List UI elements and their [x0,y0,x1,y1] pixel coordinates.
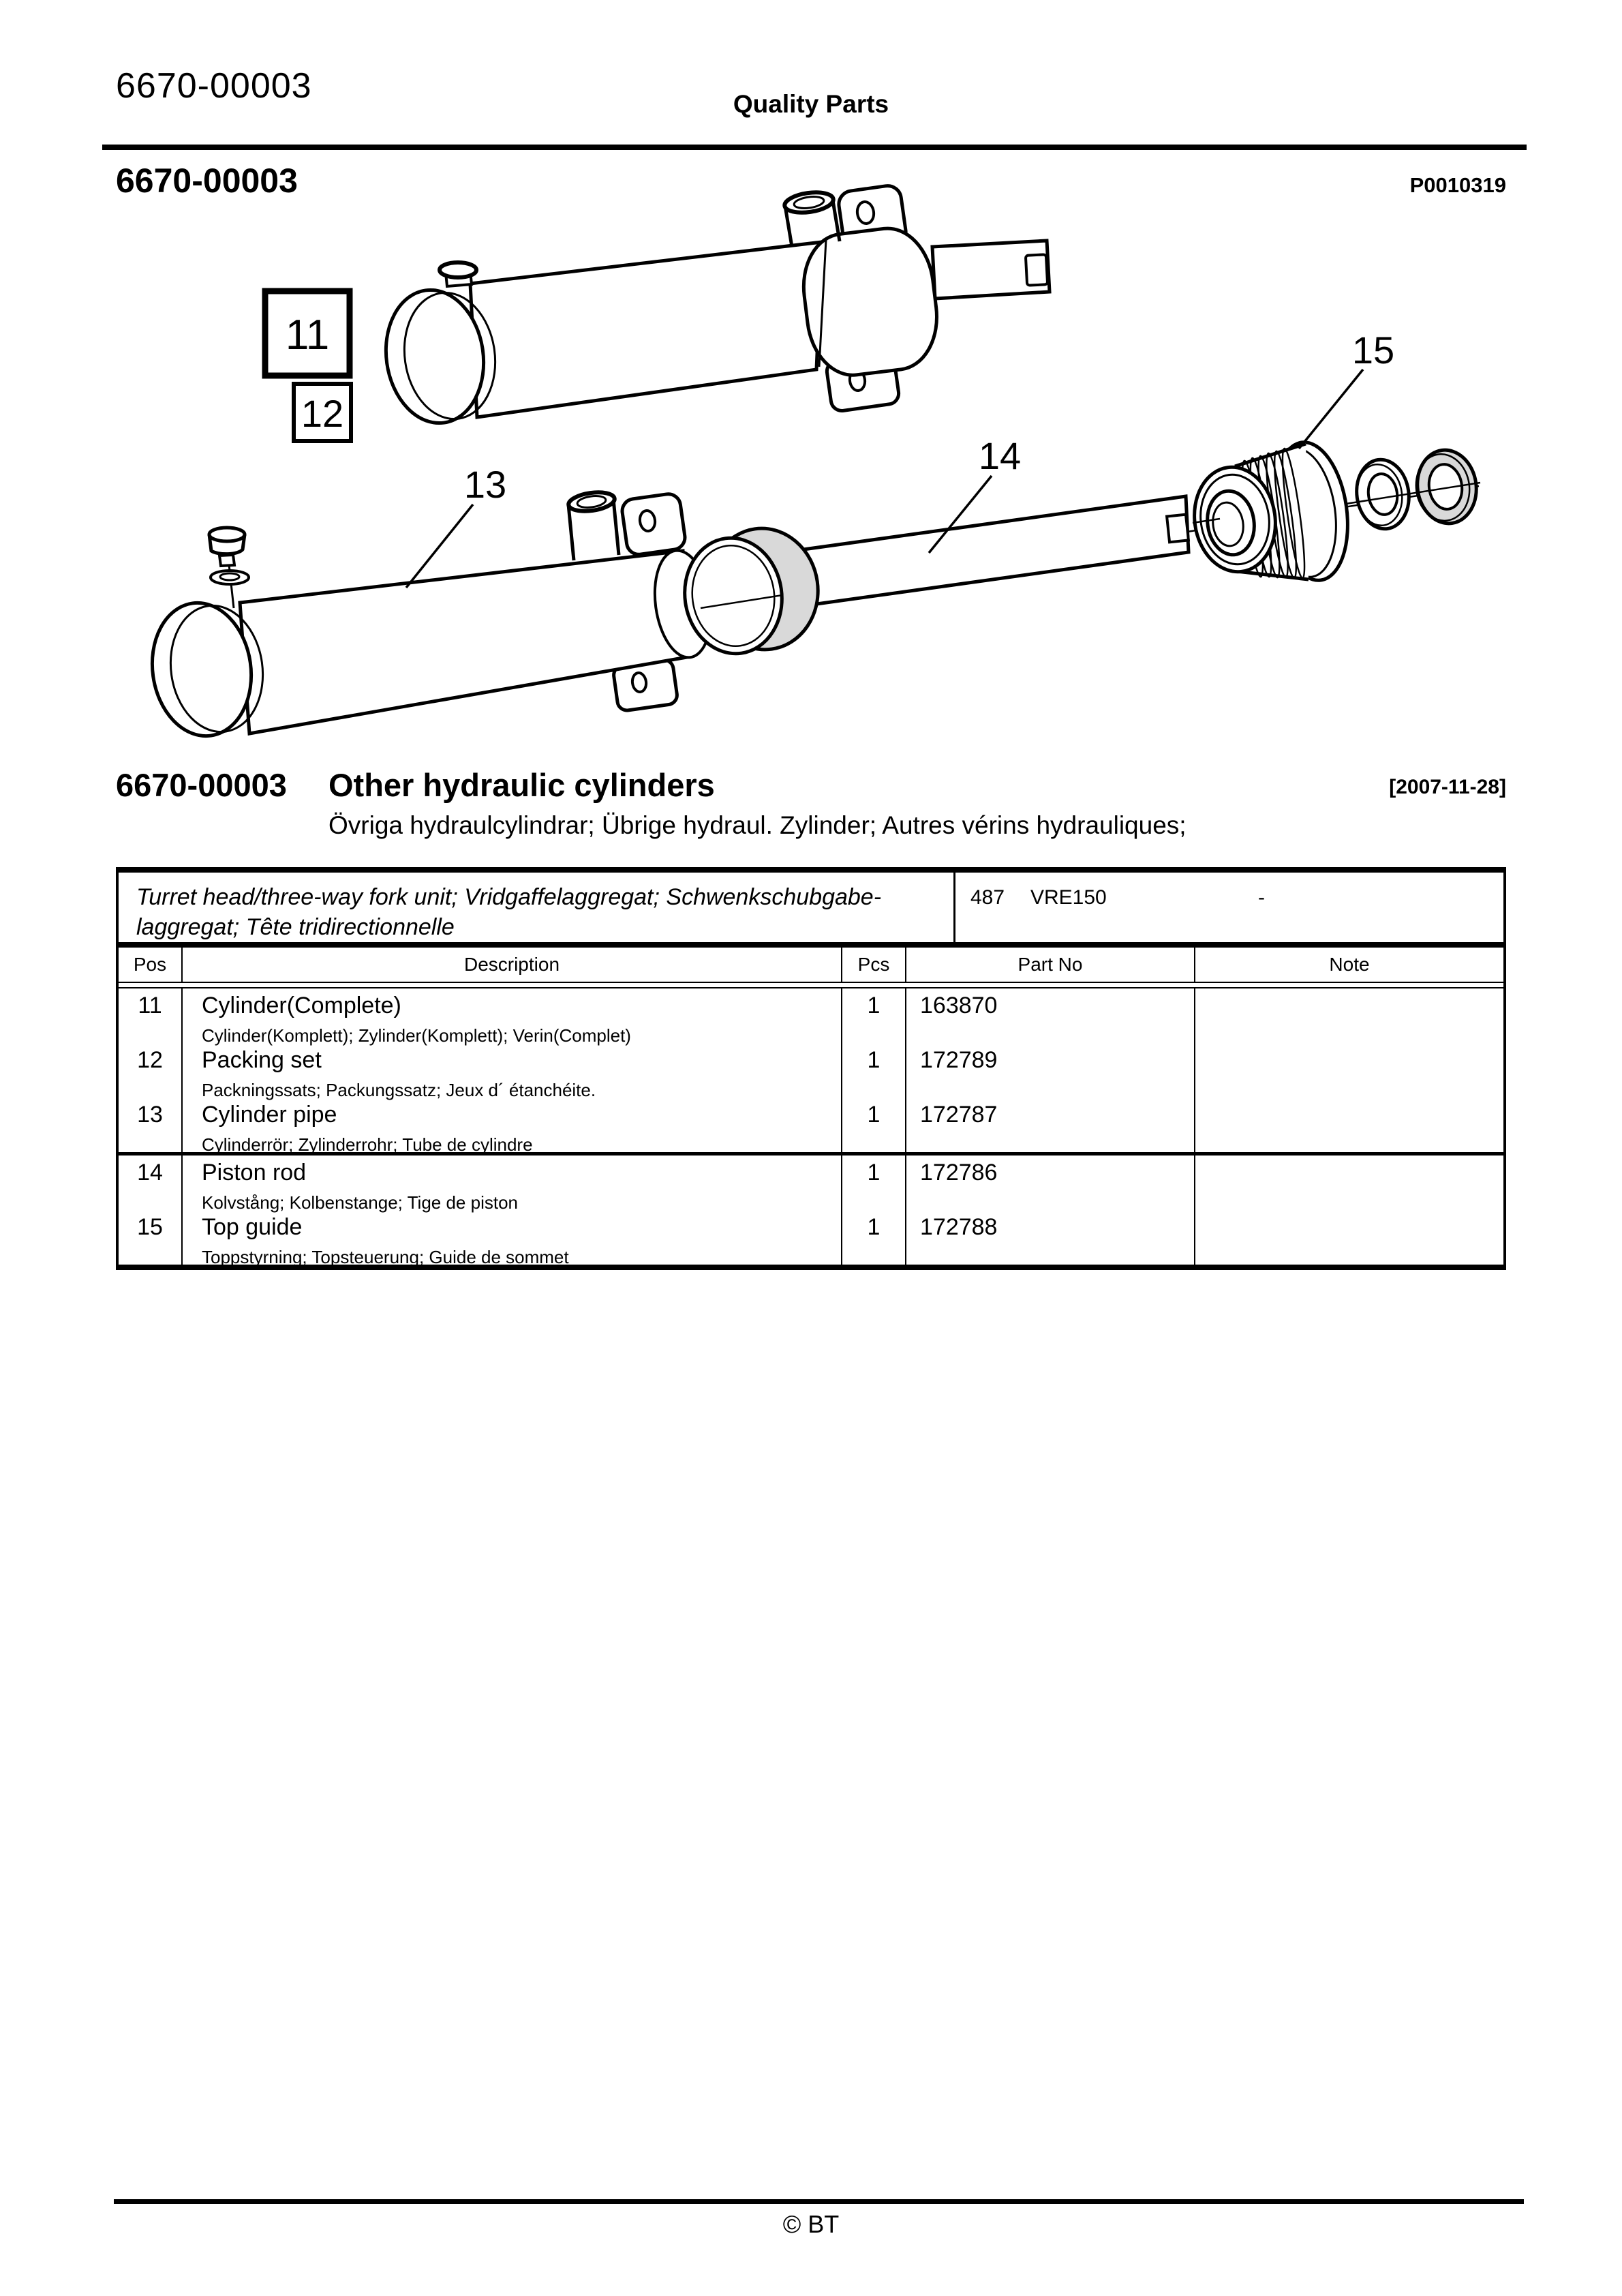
table-body [116,988,1506,1270]
doc-code-top: 6670-00003 [116,66,312,106]
group-header [116,867,1506,948]
model-code: 487 [970,886,1005,909]
description-translations: Cylinder(Komplett); Zylinder(Komplett); Verin(Complet) [202,1025,631,1046]
pcs-cell: 1 [842,1098,906,1155]
partno-cell: 172789 [906,1043,1195,1101]
description-translations: Cylinderrör; Zylinderrohr; Tube de cylindre [202,1134,533,1155]
header-rule [102,145,1527,150]
group-description: Turret head/three-way fork unit; Vridgaffelaggregat; Schwenkschubgabe-laggregat; Tête tridirectionnelle [119,873,955,942]
description-cell [183,1155,842,1213]
exploded-cylinder-drawing [144,438,1481,742]
footer-rule [114,2199,1524,2204]
doc-code-bold: 6670-00003 [116,162,298,200]
callout-label-14: 14 [978,434,1022,477]
section-date: [2007-11-28] [1389,776,1506,798]
table-row [119,1043,1503,1098]
description-translations: Packningssats; Packungssatz; Jeux d´ étanchéite. [202,1080,596,1100]
callout-label-11: 11 [285,312,330,359]
pos-cell: 12 [119,1043,183,1101]
footer-copyright: © BT [782,2210,840,2238]
exploded-parts-diagram [0,184,1622,743]
col-header-pos: Pos [119,948,183,982]
description-cell [183,1098,842,1155]
section-title: Other hydraulic cylinders [328,767,715,803]
partno-cell: 172788 [906,1210,1195,1268]
description-main: Cylinder(Complete) [202,993,401,1018]
cylinder-complete-drawing [378,184,1050,429]
note-cell [1195,1155,1503,1213]
pos-cell: 13 [119,1098,183,1155]
table-row [119,1098,1503,1155]
note-cell [1195,1043,1503,1101]
page-title: Quality Parts [733,90,889,118]
description-translations: Toppstyrning; Topsteuerung; Guide de sommet [202,1247,569,1267]
pos-cell: 11 [119,988,183,1046]
table-row [119,1155,1503,1213]
description-main: Packing set [202,1047,322,1073]
serial-range: - [1258,886,1265,909]
callout-label-12: 12 [301,392,344,435]
note-cell [1195,1210,1503,1268]
pcs-cell: 1 [842,1043,906,1101]
pos-cell: 15 [119,1210,183,1268]
pos-cell: 14 [119,1155,183,1213]
pcs-cell: 1 [842,1210,906,1268]
partno-cell: 163870 [906,988,1195,1046]
pcs-cell: 1 [842,1155,906,1213]
column-header-row [116,948,1506,982]
model-name: VRE150 [1030,886,1107,909]
table-row [119,988,1503,1046]
leader-line-15 [1299,369,1363,449]
description-cell [183,1043,842,1101]
table-row [119,1210,1503,1265]
col-header-pcs: Pcs [842,948,906,982]
description-translations: Kolvstång; Kolbenstange; Tige de piston [202,1192,518,1213]
group-model-cell [955,873,1503,942]
partno-cell: 172787 [906,1098,1195,1155]
callout-label-13: 13 [463,463,507,506]
description-cell [183,988,842,1046]
col-header-note: Note [1329,954,1370,975]
description-cell [183,1210,842,1268]
note-cell [1195,1098,1503,1155]
note-cell [1195,988,1503,1046]
parts-table [116,867,1506,1270]
pcs-cell: 1 [842,988,906,1046]
description-main: Piston rod [202,1160,307,1185]
description-main: Cylinder pipe [202,1102,337,1128]
section-code: 6670-00003 [116,767,287,803]
callout-label-15: 15 [1351,329,1395,372]
image-reference: P0010319 [1409,173,1506,197]
col-header-description: Description [183,948,842,982]
diagram-svg [0,184,1622,743]
double-rule [116,982,1506,988]
description-main: Top guide [202,1214,303,1240]
section-subtitle: Övriga hydraulcylindrar; Übrige hydraul. Zylinder; Autres vérins hydrauliques; [328,811,1187,839]
col-header-partno: Part No [906,948,1195,982]
partno-cell: 172786 [906,1155,1195,1213]
